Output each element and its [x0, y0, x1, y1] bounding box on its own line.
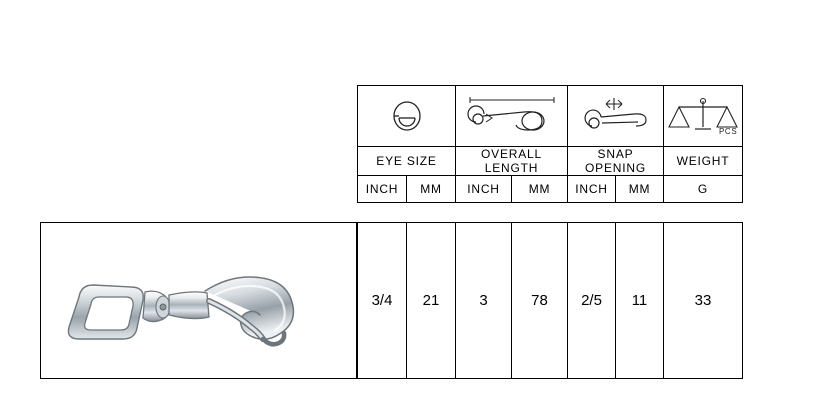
snap-opening-label: SNAP OPENING	[568, 147, 664, 176]
table-row	[358, 223, 743, 379]
unit-eye-mm: MM	[407, 176, 456, 203]
scale-pcs-label: PCS	[719, 127, 738, 136]
spec-icon-row	[358, 86, 743, 147]
unit-weight-g: G	[664, 176, 743, 203]
spec-value-table	[357, 222, 743, 379]
hook-shank	[169, 292, 209, 319]
snap-opening-icon-cell	[568, 86, 664, 147]
value-snap-opening-mm: 11	[616, 223, 664, 379]
overall-length-icon	[464, 92, 560, 140]
value-overall-length-mm: 78	[512, 223, 568, 379]
swivel-eye-bolt-snap-hook-image	[59, 241, 344, 361]
spec-unit-row	[358, 176, 743, 203]
unit-snap-mm: MM	[616, 176, 664, 203]
value-weight-g: 33	[664, 223, 743, 379]
value-eye-size-inch: 3/4	[358, 223, 407, 379]
weight-label: WEIGHT	[664, 147, 743, 176]
swivel-eye-inner	[85, 297, 134, 330]
unit-eye-inch: INCH	[358, 176, 407, 203]
eye-size-icon-cell	[358, 86, 456, 147]
unit-snap-inch: INCH	[568, 176, 616, 203]
overall-length-label: OVERALL LENGTH	[456, 147, 568, 176]
eye-size-icon	[384, 94, 430, 138]
unit-length-inch: INCH	[456, 176, 512, 203]
eye-size-label: EYE SIZE	[358, 147, 456, 176]
unit-length-mm: MM	[512, 176, 568, 203]
spec-header-table	[357, 85, 743, 203]
overall-length-icon-cell	[456, 86, 568, 147]
product-image-cell	[40, 222, 357, 379]
value-overall-length-inch: 3	[456, 223, 512, 379]
weight-icon-cell	[664, 86, 743, 147]
snap-opening-icon	[576, 92, 656, 140]
spec-label-row	[358, 147, 743, 176]
swivel-pin	[160, 304, 166, 310]
value-snap-opening-inch: 2/5	[568, 223, 616, 379]
weight-scale-icon	[667, 93, 739, 139]
value-eye-size-mm: 21	[407, 223, 456, 379]
